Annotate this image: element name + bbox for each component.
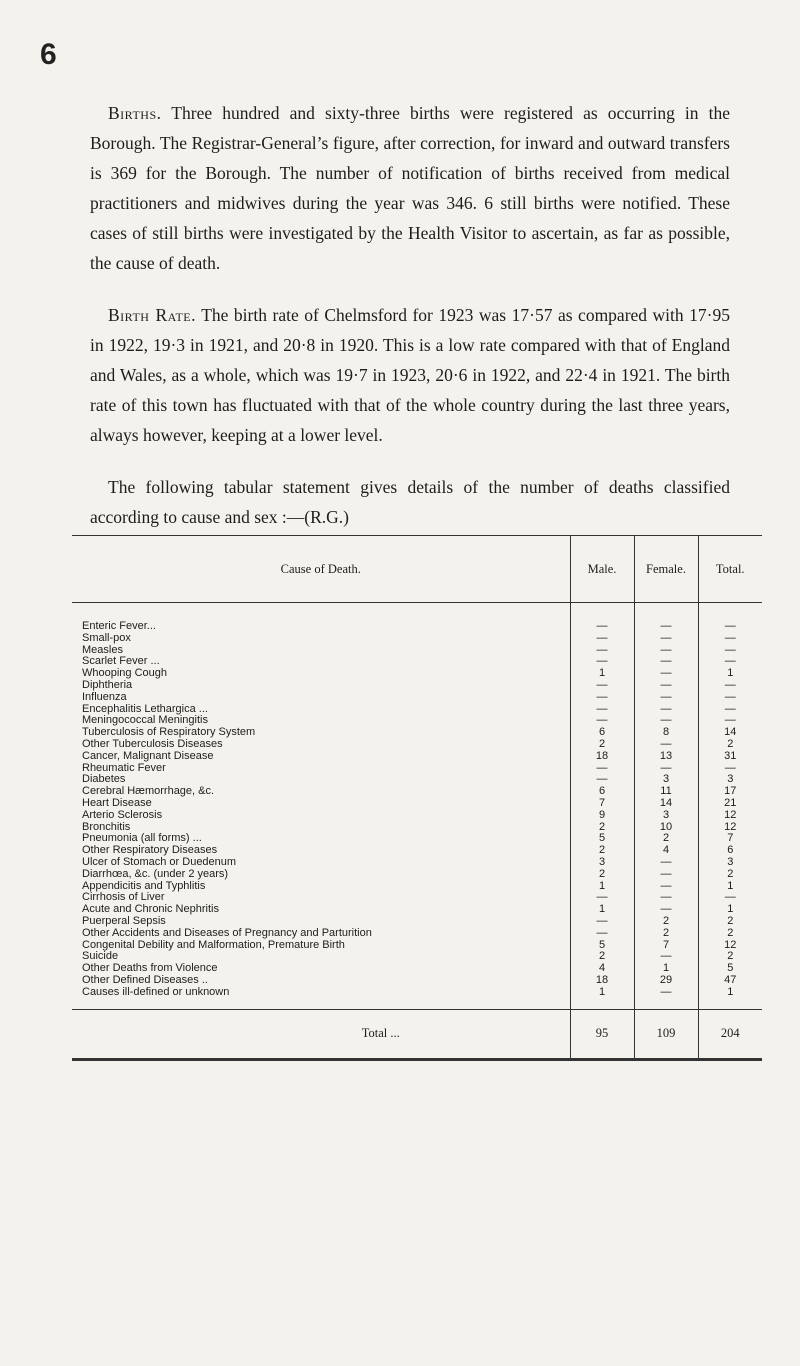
cause-label: Diabetes [82,774,126,786]
row-male: — [570,928,634,940]
row-male: 6 [570,727,634,739]
row-cause [72,715,570,727]
row-cause [72,904,570,916]
row-female: — [634,857,698,869]
row-total: — [698,680,762,692]
row-cause [72,916,570,928]
row-female: 8 [634,727,698,739]
table-row [72,833,762,845]
page-number: 6 [40,38,57,71]
table-row [72,810,762,822]
row-female: 10 [634,822,698,834]
row-male: 9 [570,810,634,822]
births-paragraph [90,98,730,278]
row-cause [72,987,570,1009]
row-male: 7 [570,798,634,810]
row-male: 3 [570,857,634,869]
cause-label: Other Accidents and Diseases of Pregnancy and Parturition [82,927,372,939]
row-total: — [698,692,762,704]
row-cause [72,869,570,881]
row-cause [72,798,570,810]
row-cause [72,692,570,704]
row-cause [72,928,570,940]
table-row [72,928,762,940]
cause-label: Other Tuberculosis Diseases [82,738,223,750]
row-female: — [634,715,698,727]
table-row [72,822,762,834]
row-male: 2 [570,951,634,963]
row-female: 29 [634,975,698,987]
births-heading: Births. [108,103,162,123]
cause-label: Encephalitis Lethargica ... [82,703,208,715]
total-total: 204 [698,1009,762,1058]
row-total: 3 [698,857,762,869]
table-row [72,645,762,657]
row-cause [72,940,570,952]
cause-label: Heart Disease [82,797,152,809]
row-total: 1 [698,904,762,916]
row-male: 4 [570,963,634,975]
table-row [72,751,762,763]
row-total: 12 [698,810,762,822]
row-female: — [634,881,698,893]
row-male: 18 [570,975,634,987]
row-cause [72,763,570,775]
row-male: 2 [570,822,634,834]
row-male: — [570,680,634,692]
header-female: Female. [634,536,698,603]
row-male: 2 [570,869,634,881]
row-female: — [634,633,698,645]
births-body: Three hundred and sixty-three births were registered as occurring in the Borough. The Registrar-General’s figure, after correction, for inward and outward transfers is 369 for the Borough. The number of notification of births received from medical practitioners and midwives during the year was 346. 6 still births were notified. These cases of still births were investigated by the Health Visitor to ascertain, as far as possible, the cause of death. [90,103,731,273]
row-male: 5 [570,833,634,845]
row-female: 13 [634,751,698,763]
table-row [72,633,762,645]
row-cause [72,822,570,834]
cause-label: Tuberculosis of Respiratory System [82,727,256,739]
row-male: — [570,704,634,716]
total-male: 95 [570,1009,634,1058]
row-female: 2 [634,928,698,940]
row-female: 4 [634,845,698,857]
table-row [72,987,762,1009]
row-cause [72,680,570,692]
row-total: — [698,704,762,716]
table-row [72,975,762,987]
row-male: — [570,692,634,704]
row-male: 2 [570,739,634,751]
row-male: 1 [570,668,634,680]
row-total: 7 [698,833,762,845]
cause-label: Meningococcal Meningitis [82,715,208,727]
row-female: — [634,680,698,692]
cause-label: Bronchitis [82,821,131,833]
row-male: 1 [570,904,634,916]
row-male: 1 [570,987,634,1009]
row-male: — [570,603,634,633]
row-cause [72,668,570,680]
table-row [72,951,762,963]
row-total: 12 [698,940,762,952]
cause-label: Cancer, Malignant Disease [82,750,214,762]
row-female: 3 [634,774,698,786]
cause-label: Other Deaths from Violence [82,963,218,975]
header-male: Male. [570,536,634,603]
row-total: 2 [698,739,762,751]
cause-label: Other Defined Diseases .. [82,974,208,986]
row-female: 1 [634,963,698,975]
row-cause [72,845,570,857]
row-cause [72,656,570,668]
table-row [72,739,762,751]
row-female: 2 [634,916,698,928]
cause-label: Acute and Chronic Nephritis [82,904,219,916]
cause-label: Whooping Cough [82,668,168,680]
cause-label: Diarrhœa, &c. (under 2 years) [82,868,229,880]
row-male: 5 [570,940,634,952]
cause-label: Diphtheria [82,679,133,691]
row-total: — [698,645,762,657]
row-male: 2 [570,845,634,857]
row-female: — [634,704,698,716]
cause-label: Arterio Sclerosis [82,809,163,821]
table-row [72,892,762,904]
row-female: — [634,603,698,633]
row-female: — [634,692,698,704]
table-row [72,680,762,692]
table-row [72,692,762,704]
row-male: — [570,715,634,727]
row-female: — [634,668,698,680]
row-total: — [698,892,762,904]
row-cause [72,603,570,633]
body-text [90,98,730,554]
cause-label: Puerperal Sepsis [82,915,166,927]
row-female: — [634,892,698,904]
cause-label: Small-pox [82,632,131,644]
deaths-table [72,535,762,1061]
row-male: — [570,916,634,928]
row-total: 2 [698,928,762,940]
table-row [72,668,762,680]
cause-label: Cirrhosis of Liver [82,892,165,904]
row-cause [72,786,570,798]
row-female: — [634,645,698,657]
row-cause [72,645,570,657]
table-row [72,963,762,975]
table-row [72,704,762,716]
row-female: 14 [634,798,698,810]
row-total: 31 [698,751,762,763]
cause-label: Appendicitis and Typhlitis [82,880,206,892]
row-cause [72,727,570,739]
row-total: 6 [698,845,762,857]
row-cause [72,857,570,869]
row-total: 1 [698,668,762,680]
table-row [72,774,762,786]
row-total: — [698,763,762,775]
table-row [72,857,762,869]
table-row [72,656,762,668]
table-row [72,715,762,727]
birth-rate-paragraph [90,300,730,450]
cause-label: Rheumatic Fever [82,762,166,774]
row-total: 2 [698,951,762,963]
row-male: 1 [570,881,634,893]
row-cause [72,751,570,763]
table-row [72,786,762,798]
cause-label: Influenza [82,691,127,703]
row-male: 18 [570,751,634,763]
row-total: 21 [698,798,762,810]
row-total: 14 [698,727,762,739]
total-female: 109 [634,1009,698,1058]
row-cause [72,833,570,845]
birth-rate-body: The birth rate of Chelmsford for 1923 was 17·57 as compared with 17·95 in 1922, 19·3 in 1921, and 20·8 in 1920. This is a low rate compared with that of England and Wales, as a whole, which was 19·7 in 1923, 20·6 in 1922, and 22·4 in 1921. The birth rate of this town has fluctuated with that of the whole country during the last three years, always however, keeping at a lower level. [90,305,731,445]
row-female: 3 [634,810,698,822]
row-female: — [634,656,698,668]
row-female: — [634,739,698,751]
row-female: 2 [634,833,698,845]
row-total: 17 [698,786,762,798]
birth-rate-heading: Birth Rate. [108,305,197,325]
cause-label: Ulcer of Stomach or Duedenum [82,856,237,868]
table-intro: The following tabular statement gives details of the number of deaths classified according to cause and sex :—(R.G.) [90,477,730,527]
row-male: — [570,645,634,657]
header-total: Total. [698,536,762,603]
row-female: — [634,987,698,1009]
row-male: — [570,774,634,786]
row-cause [72,975,570,987]
row-cause [72,881,570,893]
cause-label: Other Respiratory Diseases [82,845,218,857]
row-male: — [570,656,634,668]
row-male: — [570,892,634,904]
row-male: — [570,633,634,645]
table-row [72,763,762,775]
cause-label: Pneumonia (all forms) ... [82,833,202,845]
cause-label: Congenital Debility and Malformation, Premature Birth [82,939,345,951]
cause-label: Scarlet Fever ... [82,656,160,668]
row-total: 2 [698,869,762,881]
row-total: 1 [698,881,762,893]
row-total: 2 [698,916,762,928]
table-row [72,845,762,857]
table-row [72,916,762,928]
total-row [72,1009,762,1058]
cause-label: Measles [82,644,123,656]
row-total: 3 [698,774,762,786]
row-total: — [698,656,762,668]
table-row [72,904,762,916]
row-total: 5 [698,963,762,975]
table-row [72,881,762,893]
row-total: — [698,715,762,727]
table-row [72,603,762,633]
row-total: — [698,603,762,633]
row-cause [72,892,570,904]
table-header-row [72,536,762,603]
row-female: — [634,869,698,881]
row-female: — [634,763,698,775]
row-cause [72,963,570,975]
row-female: 11 [634,786,698,798]
row-cause [72,633,570,645]
cause-label: Cerebral Hæmorrhage, &c. [82,786,215,798]
row-cause [72,739,570,751]
header-cause: Cause of Death. [72,536,570,603]
table-row [72,940,762,952]
table-row [72,869,762,881]
row-cause [72,704,570,716]
row-female: — [634,904,698,916]
row-female: — [634,951,698,963]
table-row [72,727,762,739]
row-total: — [698,633,762,645]
row-cause [72,951,570,963]
row-cause [72,810,570,822]
row-cause [72,774,570,786]
cause-label: Enteric Fever... [82,621,156,632]
table-row [72,798,762,810]
row-male: — [570,763,634,775]
row-male: 6 [570,786,634,798]
row-female: 7 [634,940,698,952]
row-total: 1 [698,987,762,1009]
row-total: 12 [698,822,762,834]
row-total: 47 [698,975,762,987]
total-label: Total ... [72,1009,570,1058]
cause-label: Causes ill-defined or unknown [82,986,230,998]
cause-label: Suicide [82,951,119,963]
